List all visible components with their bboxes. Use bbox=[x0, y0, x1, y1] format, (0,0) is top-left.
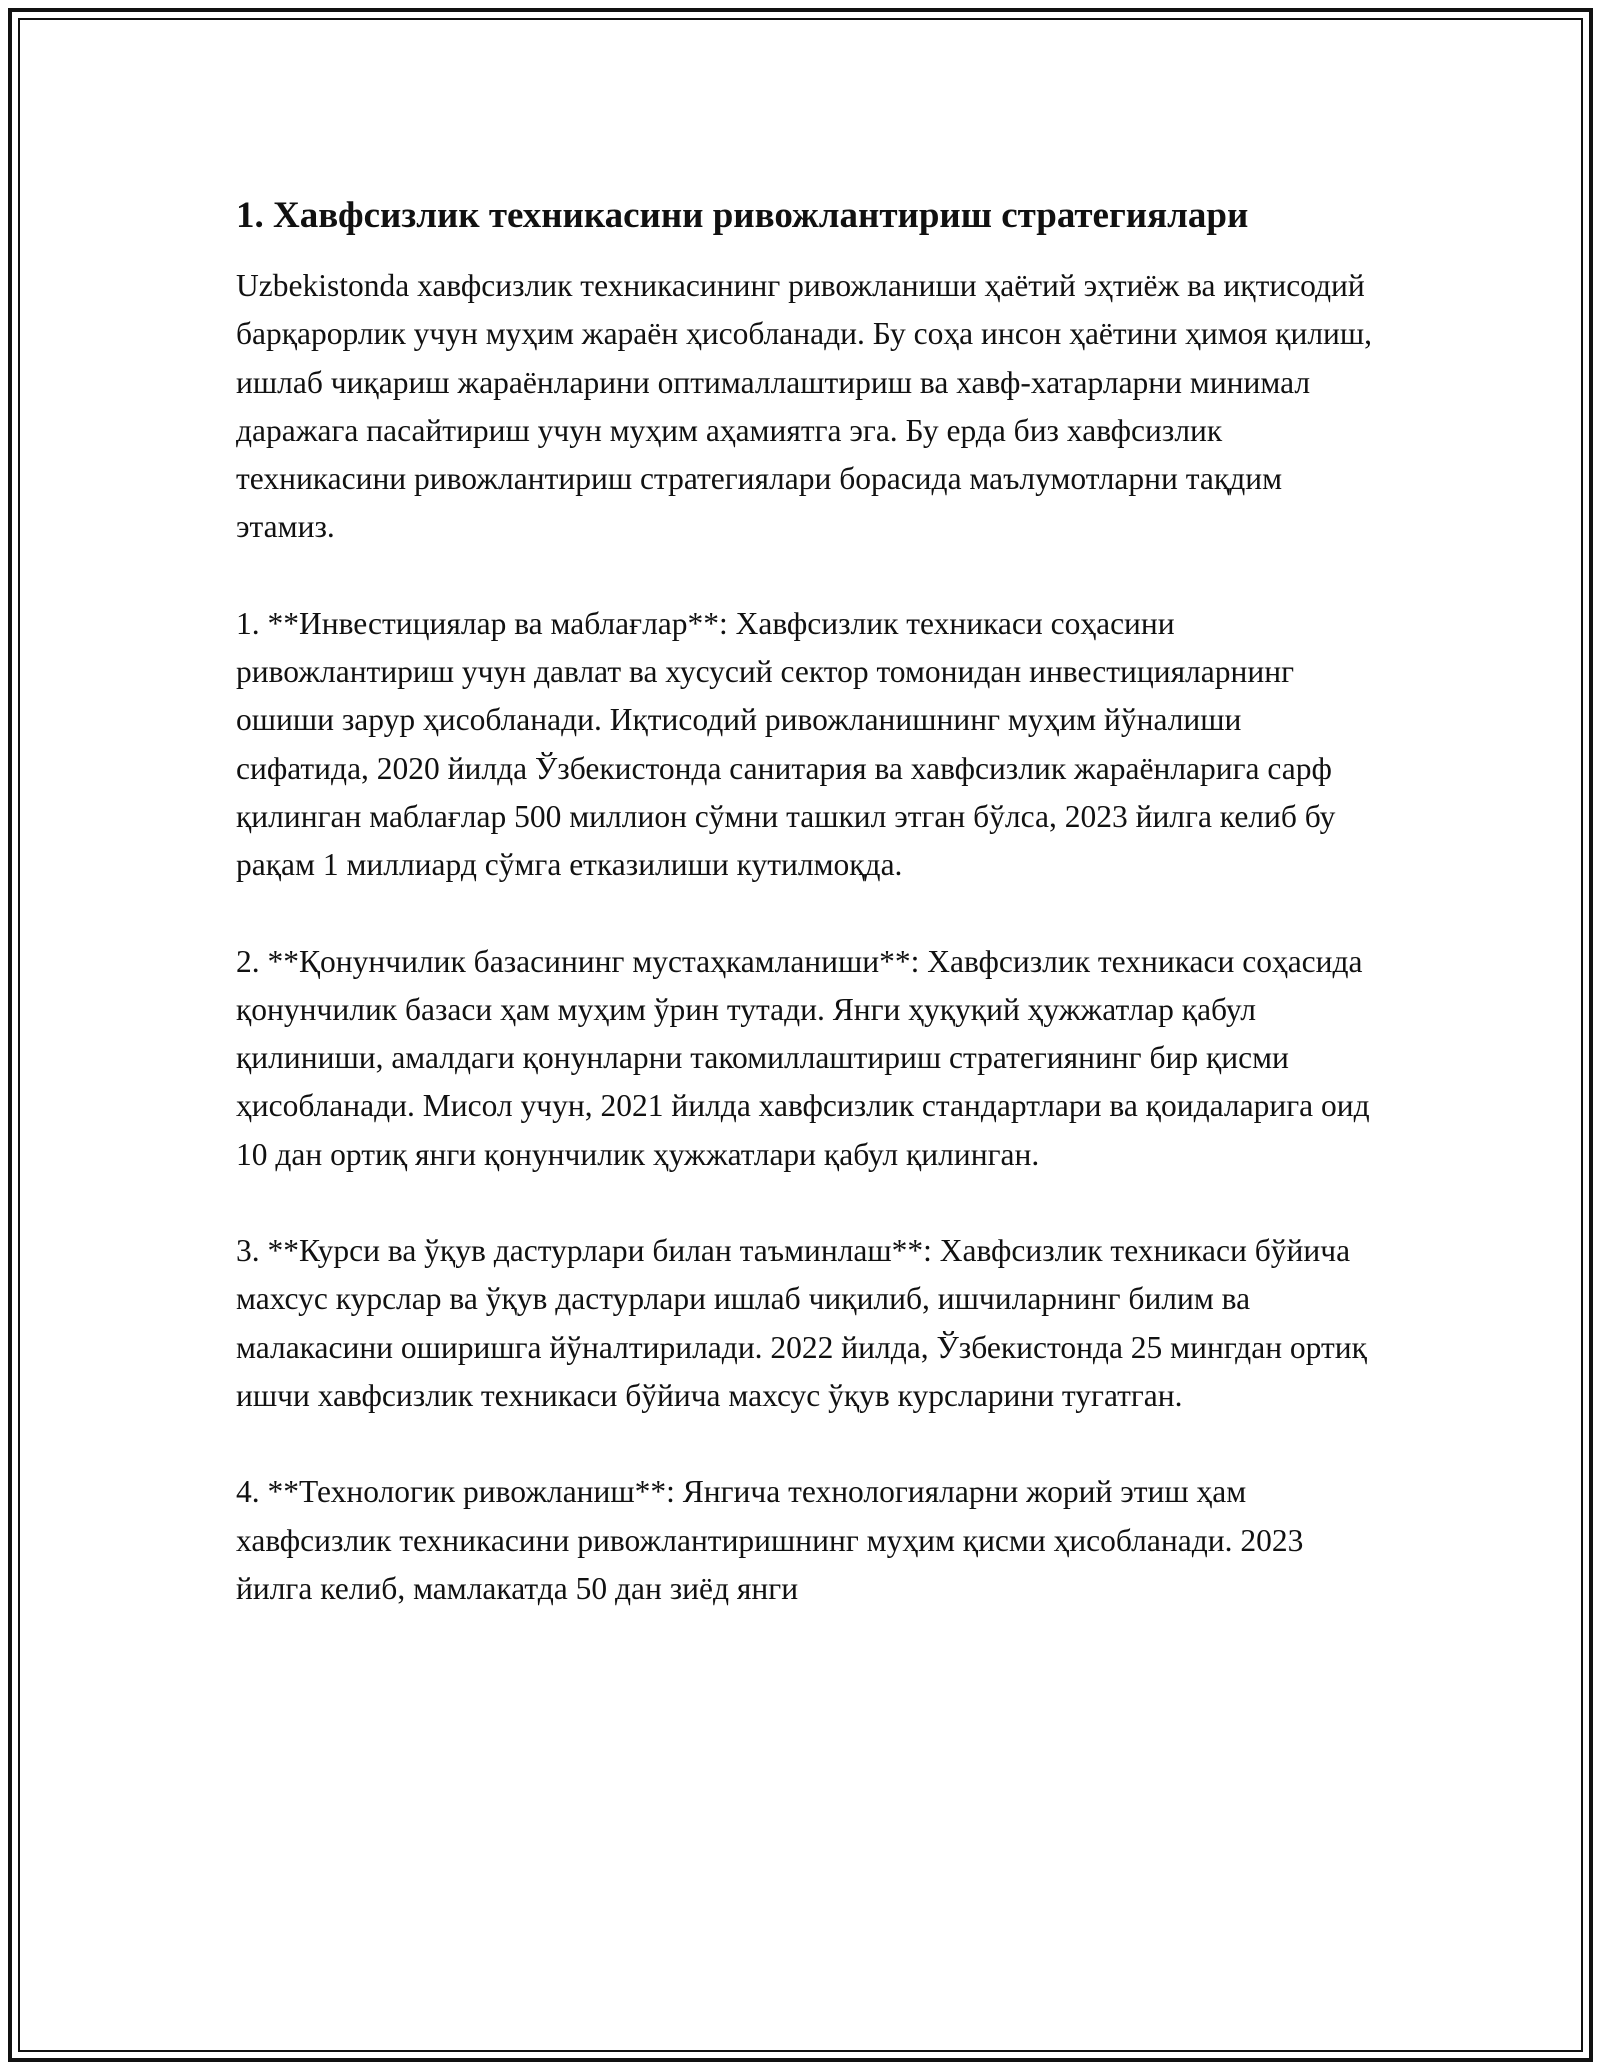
paragraph-legislation: 2. **Қонунчилик базасининг мустаҳкамланиши**: Хавфсизлик техникаси соҳасида қонунчилик базаси ҳам муҳим ўрин тутади. Янги ҳуқуқий ҳужжатлар қабул қилиниши, амалдаги қонунларни такомиллаштириш стратегиянинг бир қисми ҳисобланади. Мисол учун, 2021 йилда хавфсизлик стандартлари ва қоидаларига оид 10 дан ортиқ янги қонунчилик ҳужжатлари қабул қилинган. bbox=[236, 943, 1370, 1172]
intro-paragraph: Uzbekistonda хавфсизлик техникасининг ривожланиши ҳаётий эҳтиёж ва иқтисодий барқарорлик учун муҳим жараён ҳисобланади. Бу соҳа инсон ҳаётини ҳимоя қилиш, ишлаб чиқариш жараёнларини оптималлаштириш ва хавф-хатарларни минимал даражага пасайтириш учун муҳим аҳамиятга эга. Бу ерда биз хавфсизлик техникасини ривожлантириш стратегиялари борасида маълумотларни тақдим этамиз. bbox=[236, 268, 1373, 545]
paragraph-technology: 4. **Технологик ривожланиш**: Янгича технологияларни жорий этиш ҳам хавфсизлик техникасини ривожлантиришнинг муҳим қисми ҳисобланади. 2023 йилга келиб, мамлакатда 50 дан зиёд янги bbox=[236, 1474, 1304, 1606]
paragraph-investments: 1. **Инвестициялар ва маблағлар**: Хавфсизлик техникаси соҳасини ривожлантириш учун давлат ва хусусий сектор томонидан инвестицияларнинг ошиши зарур ҳисобланади. Иқтисодий ривожланишнинг муҳим йўналиши сифатида, 2020 йилда Ўзбекистонда санитария ва хавфсизлик жараёнларига сарф қилинган маблағлар 500 миллион сўмни ташкил этган бўлса, 2023 йилга келиб бу рақам 1 миллиард сўмга етказилиши кутилмоқда. bbox=[236, 605, 1336, 883]
section-title: 1. Хавфсизлик техникасини ривожлантириш стратегиялари bbox=[236, 195, 1249, 236]
document-body bbox=[236, 190, 1376, 1613]
paragraph-training: 3. **Курси ва ўқув дастурлари билан таъминлаш**: Хавфсизлик техникаси бўйича махсус курслар ва ўқув дастурлари ишлаб чиқилиб, ишчиларнинг билим ва малакасини оширишга йўналтирилади. 2022 йилда, Ўзбекистонда 25 мингдан ортиқ ишчи хавфсизлик техникаси бўйича махсус ўқув курсларини тугатган. bbox=[236, 1233, 1367, 1413]
